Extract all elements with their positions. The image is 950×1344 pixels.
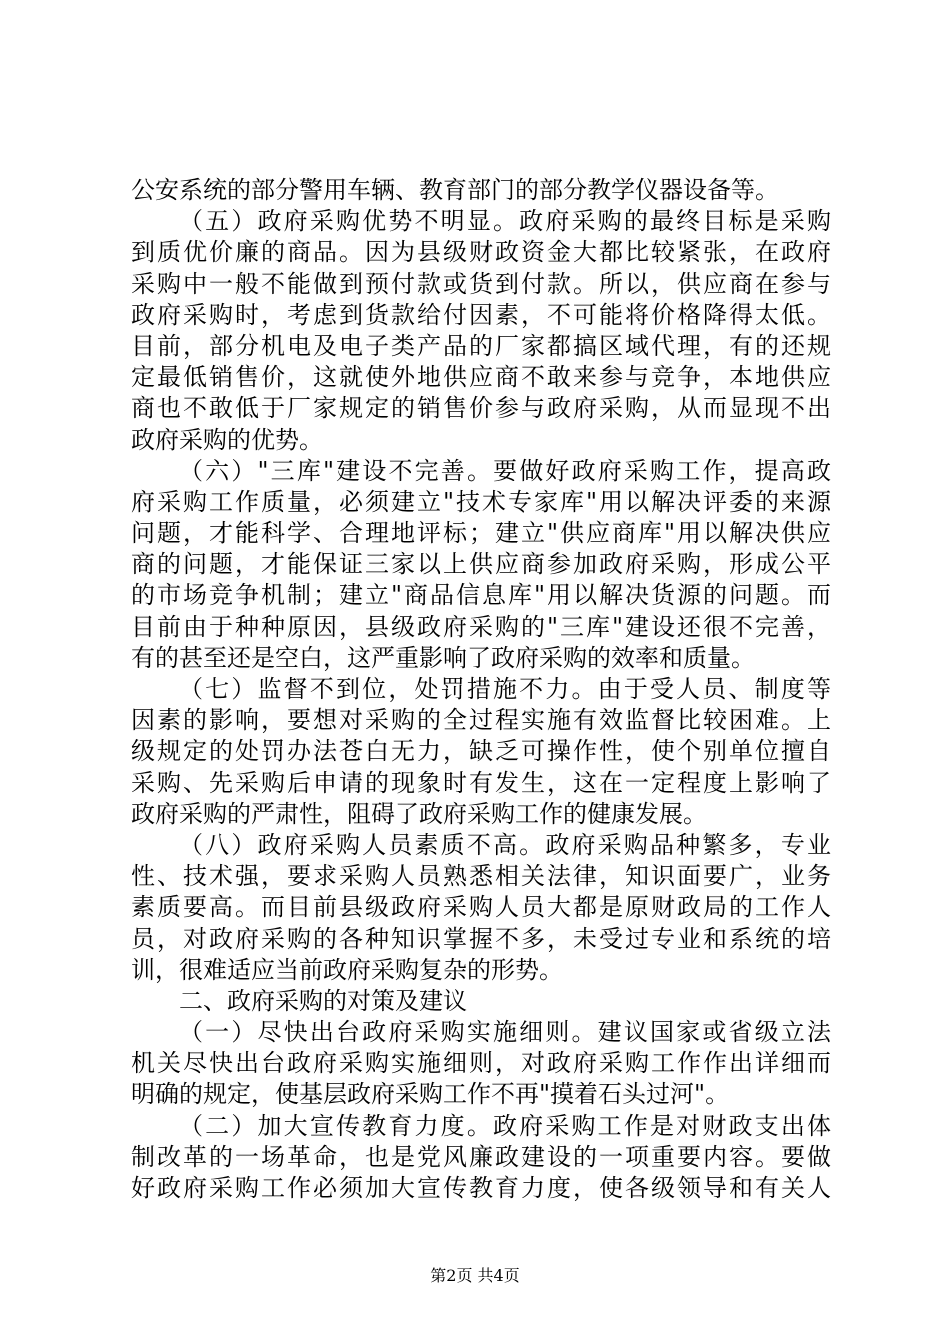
text-line: 政府采购的严肃性，阻碍了政府采购工作的健康发展。 — [131, 799, 707, 828]
text-line: 因素的影响，要想对采购的全过程实施有效监督比较困难。上 — [131, 706, 831, 735]
text-line: 商的问题，才能保证三家以上供应商参加政府采购，形成公平 — [131, 550, 831, 579]
text-line: 定最低销售价，这就使外地供应商不敢来参与竞争，本地供应 — [131, 363, 831, 392]
text-line: 目前由于种种原因，县级政府采购的"三库"建设还很不完善， — [131, 612, 831, 641]
document-body — [131, 175, 831, 1204]
text-line: （二）加大宣传教育力度。政府采购工作是对财政支出体 — [179, 1111, 831, 1140]
text-line: 员，对政府采购的各种知识掌握不多，未受过专业和系统的培 — [131, 924, 831, 953]
text-line: （七）监督不到位，处罚措施不力。由于受人员、制度等 — [179, 675, 831, 703]
text-line: 政府采购的优势。 — [131, 425, 323, 454]
text-line: （八）政府采购人员素质不高。政府采购品种繁多，专业 — [179, 830, 831, 859]
text-line: 机关尽快出台政府采购实施细则，对政府采购工作作出详细而 — [131, 1049, 831, 1078]
text-line: 素质要高。而目前县级政府采购人员大都是原财政局的工作人 — [131, 893, 831, 922]
text-line: 目前，部分机电及电子类产品的厂家都搞区域代理，有的还规 — [131, 331, 831, 360]
text-line: 商也不敢低于厂家规定的销售价参与政府采购，从而显现不出 — [131, 394, 831, 423]
text-line: 问题，才能科学、合理地评标；建立"供应商库"用以解决供应 — [131, 519, 831, 548]
page-number-footer: 第2页 共4页 — [430, 1266, 520, 1285]
text-line: 府采购工作质量，必须建立"技术专家库"用以解决评委的来源 — [131, 487, 831, 516]
text-line: 政府采购时，考虑到货款给付因素，不可能将价格降得太低。 — [131, 300, 831, 329]
text-line: 级规定的处罚办法苍白无力，缺乏可操作性，使个别单位擅自 — [131, 737, 831, 766]
text-line: （六）"三库"建设不完善。要做好政府采购工作，提高政 — [179, 456, 831, 485]
text-line: 性、技术强，要求采购人员熟悉相关法律，知识面要广，业务 — [131, 862, 831, 891]
text-line: 制改革的一场革命，也是党风廉政建设的一项重要内容。要做 — [131, 1142, 831, 1171]
text-line: 公安系统的部分警用车辆、教育部门的部分教学仪器设备等。 — [131, 176, 779, 204]
text-line: 明确的规定，使基层政府采购工作不再"摸着石头过河"。 — [131, 1080, 730, 1109]
text-line: 的市场竞争机制；建立"商品信息库"用以解决货源的问题。而 — [131, 581, 831, 610]
text-line: （五）政府采购优势不明显。政府采购的最终目标是采购 — [179, 207, 831, 236]
text-line: 二、政府采购的对策及建议 — [179, 986, 467, 1015]
text-line: 有的甚至还是空白，这严重影响了政府采购的效率和质量。 — [131, 643, 755, 672]
text-line: 采购中一般不能做到预付款或货到付款。所以，供应商在参与 — [131, 269, 831, 298]
text-line: （一）尽快出台政府采购实施细则。建议国家或省级立法 — [179, 1018, 831, 1047]
text-line: 到质优价廉的商品。因为县级财政资金大都比较紧张，在政府 — [131, 238, 831, 267]
text-line: 采购、先采购后申请的现象时有发生，这在一定程度上影响了 — [131, 768, 831, 797]
text-line: 好政府采购工作必须加大宣传教育力度，使各级领导和有关人 — [131, 1174, 831, 1202]
text-line: 训，很难适应当前政府采购复杂的形势。 — [131, 955, 563, 984]
